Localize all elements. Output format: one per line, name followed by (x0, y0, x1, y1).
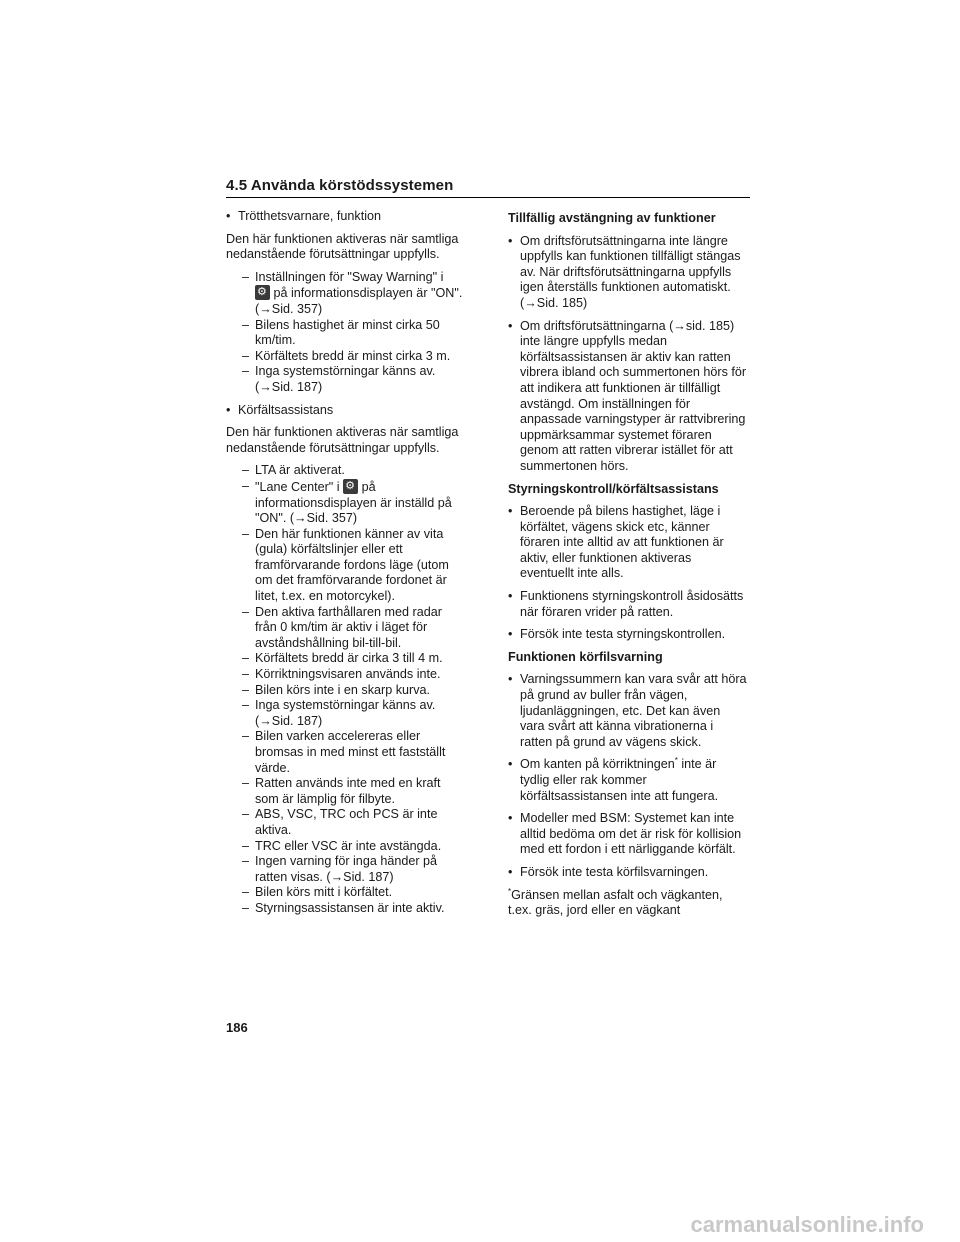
gear-icon (343, 479, 358, 494)
list-item: – Bilens hastighet är minst cirka 50 km/tim. (242, 317, 440, 348)
list-item: • Om kanten på körriktningen* inte är tydlig eller rak kommer körfältsassistansen inte att fungera. (508, 757, 748, 804)
list-item: • Funktionens styrningskontroll åsidosätts när föraren vrider på ratten. (508, 589, 748, 620)
list-item: • Körfältsassistans (226, 403, 466, 419)
list-item: – Bilen varken accelereras eller bromsas in med minst ett fastställt värde. (242, 729, 446, 775)
list-item: • Försök inte testa styrningskontrollen. (508, 627, 748, 643)
list-item: – Styrningsassistansen är inte aktiv. (242, 900, 445, 915)
section-heading: Funktionen körfilsvarning (508, 649, 663, 664)
list-item: – Bilen körs mitt i körfältet. (242, 885, 393, 900)
list-item: • Om driftsförutsättningarna inte längre uppfylls kan funktionen tillfälligt stängas av. När driftsförutsättningarna uppfylls igen återställs funktionen automatiskt. (→Sid. 185) (508, 234, 748, 312)
list-item: – LTA är aktiverat. (242, 463, 345, 478)
paragraph: Den här funktionen aktiveras när samtliga nedanstående förutsättningar uppfylls. (226, 231, 459, 262)
list-item: • Om driftsförutsättningarna (→sid. 185) inte längre uppfylls medan körfältsassistansen är aktiv kan ratten vibrera ibland och summertonen hörs för att indikera att funktionen är tillfälligt avstängd. Om inställningen för anpassade varningstyper är rattvibrering uppmärksammar systemet föraren genom att ratten vibrerar istället för att summertonen hörs. (508, 319, 748, 475)
list-item: • Försök inte testa körfilsvarningen. (508, 865, 748, 881)
footnote: *Gränsen mellan asfalt och vägkanten, t.ex. gräs, jord eller en vägkant (508, 886, 723, 918)
list-item: – Inga systemstörningar känns av. (→Sid. 187) (242, 364, 436, 394)
list-item: • Trötthetsvarnare, funktion (226, 209, 466, 225)
paragraph: Den här funktionen aktiveras när samtliga nedanstående förutsättningar uppfylls. (226, 425, 459, 455)
list-item: • Modeller med BSM: Systemet kan inte alltid bedöma om det är risk för kollision med ett fordon i ett närliggande körfält. (508, 811, 748, 858)
page-number: 186 (226, 1020, 248, 1035)
list-item: – TRC eller VSC är inte avstängda. (242, 838, 442, 853)
gear-icon (255, 285, 270, 300)
right-column (508, 209, 748, 926)
section-heading: Tillfällig avstängning av funktioner (508, 211, 716, 225)
list-item: • Varningssummern kan vara svår att höra på grund av buller från vägen, ljudanläggningen, etc. Det kan även vara svårt att känna vibrationerna i ratten på grund av vägens skick. (508, 672, 748, 750)
list-item: – Körfältets bredd är cirka 3 till 4 m. (242, 651, 443, 666)
list-item: – "Lane Center" i ⚙ på (226, 479, 466, 496)
list-item: ⚙ på informationsdisplayen är "ON". (→Sid. 357) (226, 285, 466, 317)
list-item: – Körfältets bredd är minst cirka 3 m. (242, 348, 451, 363)
list-item: – Inga systemstörningar känns av. (→Sid. 187) (242, 698, 436, 728)
section-title: 4.5 Använda körstödssystemen (226, 177, 454, 194)
list-item: – Ingen varning för inga händer på ratten visas. (→Sid. 187) (242, 854, 438, 884)
footnote-marker: * (674, 756, 678, 766)
list-item: informationsdisplayen är inställd på "ON". (→Sid. 357) (255, 495, 452, 526)
section-heading: Styrningskontroll/körfältsassistans (508, 481, 719, 496)
list-item: – Bilen körs inte i en skarp kurva. (242, 682, 430, 697)
list-item: – Körriktningsvisaren används inte. (242, 667, 441, 682)
list-item: – Ratten används inte med en kraft som är lämplig för filbyte. (242, 776, 441, 806)
list-item: – Den här funktionen känner av vita (gula) körfältslinjer eller ett framförvarande fordons läge (utom om det framförvarande fordonet är litet, t.ex. en motorcykel). (242, 526, 449, 604)
list-item: – Inställningen för "Sway Warning" i (242, 269, 444, 284)
list-item: – ABS, VSC, TRC och PCS är inte aktiva. (242, 807, 438, 837)
section-header (226, 177, 750, 198)
watermark: carmanualsonline.info (690, 1212, 924, 1237)
left-column (226, 209, 466, 917)
list-item: – Den aktiva farthållaren med radar från 0 km/tim är aktiv i läget för avståndshållning bil-till-bil. (242, 604, 442, 650)
list-item: • Beroende på bilens hastighet, läge i körfältet, vägens skick etc, känner föraren inte alltid av att funktionen är aktiv, eller funktionen aktiveras eventuellt inte alls. (508, 504, 748, 582)
